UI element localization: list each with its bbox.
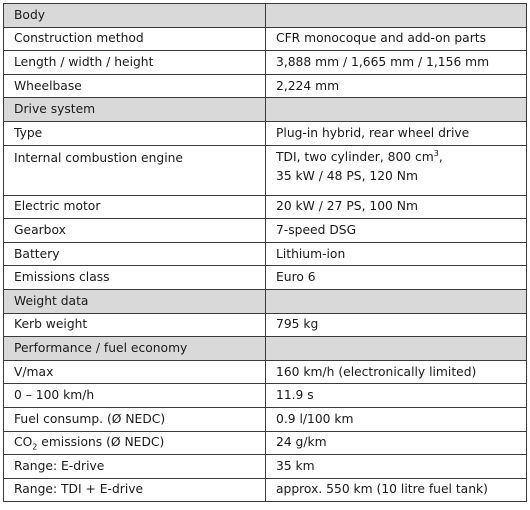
- row-label: 0 – 100 km/h: [4, 384, 266, 408]
- row-label: Range: E-drive: [4, 455, 266, 479]
- row-value: 2,224 mm: [266, 74, 527, 98]
- section-header-weight-data: [4, 289, 527, 313]
- table-row: [4, 121, 527, 145]
- row-value: Euro 6: [266, 266, 527, 290]
- table-row: [4, 384, 527, 408]
- section-title: Body: [4, 4, 266, 28]
- table-row: [4, 313, 527, 337]
- row-label: Kerb weight: [4, 313, 266, 337]
- row-label: Battery: [4, 242, 266, 266]
- row-label: Gearbox: [4, 219, 266, 243]
- row-value: TDI, two cylinder, 800 $cm^3$, 35 kW / 48 PS, 120 Nm: [266, 145, 527, 195]
- row-value: 7-speed DSG: [266, 219, 527, 243]
- section-title: Weight data: [4, 289, 266, 313]
- table-row: [4, 27, 527, 51]
- section-header-body: [4, 4, 527, 28]
- row-label: Wheelbase: [4, 74, 266, 98]
- row-value: Lithium-ion: [266, 242, 527, 266]
- table-row: [4, 455, 527, 479]
- table-row: [4, 242, 527, 266]
- row-label: Internal combustion engine: [4, 145, 266, 195]
- table-row: [4, 145, 527, 195]
- row-label: Construction method: [4, 27, 266, 51]
- table-row: [4, 266, 527, 290]
- row-value: 24 g/km: [266, 431, 527, 455]
- row-value: 795 kg: [266, 313, 527, 337]
- row-value: 0.9 l/100 km: [266, 407, 527, 431]
- section-header-performance: [4, 337, 527, 361]
- table-row: [4, 431, 527, 455]
- table-row: [4, 219, 527, 243]
- table-row: [4, 407, 527, 431]
- row-value: approx. 550 km (10 litre fuel tank): [266, 478, 527, 502]
- section-header-drive-system: [4, 98, 527, 122]
- row-label: Range: TDI + E-drive: [4, 478, 266, 502]
- row-label: $CO_2$ emissions (Ø NEDC): [4, 431, 266, 455]
- row-value: CFR monocoque and add-on parts: [266, 27, 527, 51]
- row-value: 160 km/h (electronically limited): [266, 360, 527, 384]
- row-value: 3,888 mm / 1,665 mm / 1,156 mm: [266, 51, 527, 75]
- row-label: Length / width / height: [4, 51, 266, 75]
- row-label: Electric motor: [4, 195, 266, 219]
- table-row: [4, 360, 527, 384]
- table-row: [4, 51, 527, 75]
- spec-sheet: [3, 3, 526, 502]
- section-title: Drive system: [4, 98, 266, 122]
- table-row: [4, 478, 527, 502]
- row-label: Fuel consump. (Ø NEDC): [4, 407, 266, 431]
- table-row: [4, 74, 527, 98]
- section-title: Performance / fuel economy: [4, 337, 266, 361]
- row-value: 20 kW / 27 PS, 100 Nm: [266, 195, 527, 219]
- row-value: 35 km: [266, 455, 527, 479]
- row-label: Emissions class: [4, 266, 266, 290]
- row-value: Plug-in hybrid, rear wheel drive: [266, 121, 527, 145]
- row-value: 11.9 s: [266, 384, 527, 408]
- spec-table: [3, 3, 527, 502]
- table-row: [4, 195, 527, 219]
- row-label: Type: [4, 121, 266, 145]
- row-label: V/max: [4, 360, 266, 384]
